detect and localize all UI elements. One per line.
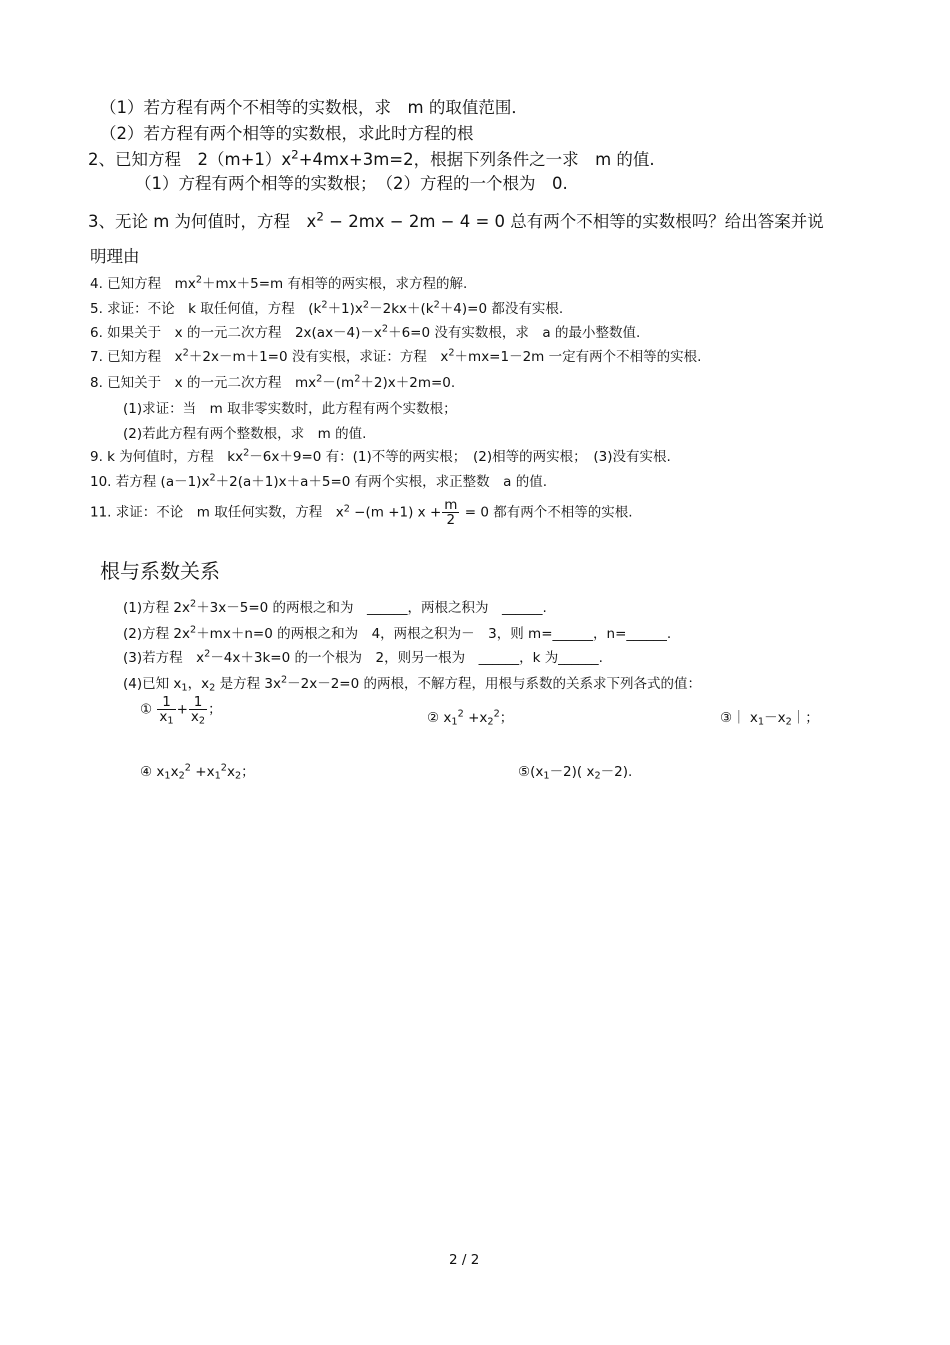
p4: (4)已知 $x_1$，$x_2$ 是方程 $3x^2-2x-2=0$ 的两根，不解方程，用根与系数的关系求下列各式的值：	[123, 674, 701, 694]
p1: (1)方程 $2x^2+3x-5=0$ 的两根之和为 ______，两根之积为 ______.	[123, 598, 547, 616]
p2: (2)方程 $2x^2+mx+n=0$ 的两根之和为 4，两根之积为－ 3，则 m=______，n=______.	[123, 624, 672, 642]
q4: 4. 已知方程 $mx^2+mx+5=m$ 有相等的两实根，求方程的解.	[90, 274, 468, 292]
q6: 6. 如果关于 x 的一元二次方程 $2x(ax-4)-x^2+6=0$ 没有实数根，求 a 的最小整数值.	[90, 323, 641, 341]
q9: 9. k 为何值时，方程 $kx^2-6x+9=0$ 有：(1)不等的两实根； (2)相等的两实根； (3)没有实根.	[90, 447, 671, 465]
q7: 7. 已知方程 $x^2+2x-m+1=0$ 没有实根，求证：方程 $x^2+mx=1-2m$ 一定有两个不相等的实根.	[90, 347, 702, 365]
item-3: ③｜ $x_1-x_2|$；	[720, 710, 819, 728]
p3: (3)若方程 $x^2-4x+3k=0$ 的一个根为 2，则另一根为 ______，k 为______.	[123, 648, 603, 666]
section-title: 根与系数关系	[100, 559, 220, 583]
q1-sub2: （2）若方程有两个相等的实数根，求此时方程的根	[100, 124, 474, 143]
item-1: ① $\frac{1}{x_1}$ + $\frac{1}{x_2}$ ；	[140, 694, 222, 727]
q3-stem-cont: 明理由	[90, 247, 140, 266]
q8-sub1: (1)求证：当 m 取非零实数时，此方程有两个实数根；	[123, 401, 457, 417]
q11: 11. 求证：不论 m 取任何实数，方程 $x^2 -(m +1) x$ + $\frac{m}{2}$ = 0 都有两个不相等的实根.	[90, 497, 633, 529]
q8-sub2: (2)若此方程有两个整数根，求 m 的值.	[123, 426, 367, 442]
fraction-m-over-2: $\frac{m}{2}$	[444, 497, 458, 529]
q2-stem: 2、已知方程 $2(m+1)x^2+4mx+3m=2$，根据下列条件之一求 m 的值.	[88, 147, 655, 169]
q5: 5. 求证：不论 k 取任何值，方程 $(k^2+1)x^2-2kx+(k^2+4)=0$ 都没有实根.	[90, 299, 564, 317]
item-2: ② $x_1^2 +x_2^2$；	[427, 708, 514, 728]
q1-sub1: （1）若方程有两个不相等的实数根，求 m 的取值范围．	[100, 98, 528, 117]
q2-conditions: （1）方程有两个相等的实数根； （2）方程的一个根为 0.	[135, 174, 568, 193]
q8: 8. 已知关于 x 的一元二次方程 $mx^2-(m^2+2)x+2m=0$.	[90, 373, 456, 391]
q3-stem: 3、无论 m 为何值时，方程 $x^2 - 2mx - 2m - 4 = 0$ 总有两个不相等的实数根吗？给出答案并说	[88, 209, 824, 231]
q10: 10. 若方程 $(a-1)x^2+2(a+1)x+a+5=0$ 有两个实根，求正整数 a 的值.	[90, 472, 548, 490]
item-4: ④ $x_1x_2^2 +x_1^2x_2$；	[140, 762, 255, 782]
item-5: $⑤(x_1-2)$( $x_2-2$).	[518, 764, 633, 782]
page-number: 2 / 2	[449, 1252, 480, 1268]
